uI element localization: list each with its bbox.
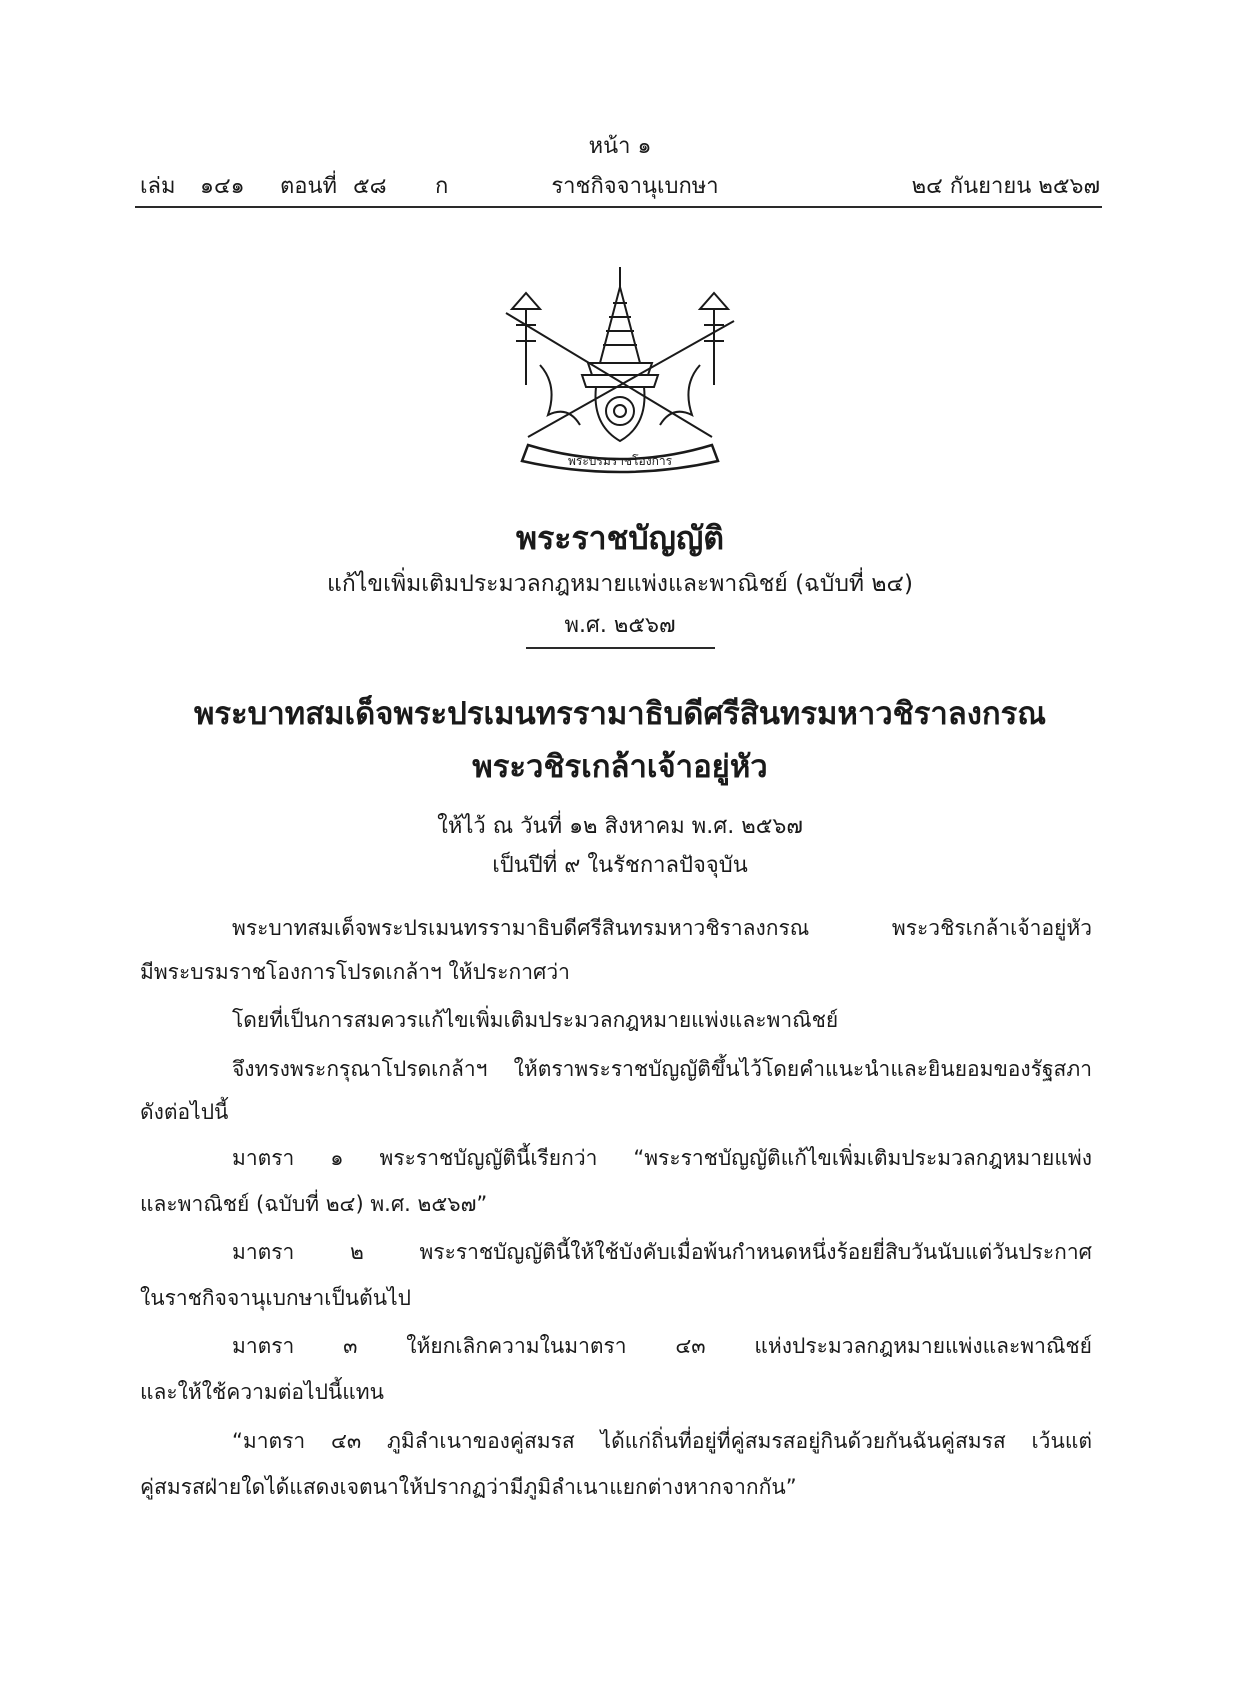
issue-label: ตอนที่ bbox=[280, 174, 338, 199]
body-line: “มาตรา ๔๓ ภูมิลำเนาของคู่สมรส ได้แก่ถิ่นที่อยู่ที่คู่สมรสอยู่กินด้วยกันฉันคู่สมรส เว้นแต่ bbox=[232, 1429, 1092, 1453]
body-line: มาตรา ๑ พระราชบัญญัตินี้เรียกว่า “พระราชบัญญัติแก้ไขเพิ่มเติมประมวลกฎหมายแพ่ง bbox=[232, 1146, 1092, 1170]
body-line: มาตรา ๒ พระราชบัญญัตินี้ให้ใช้บังคับเมื่อพ้นกำหนดหนึ่งร้อยยี่สิบวันนับแต่วันประกาศ bbox=[232, 1240, 1092, 1264]
body-line: พระบาทสมเด็จพระปรเมนทรรามาธิบดีศรีสินทรมหาวชิราลงกรณ พระวชิรเกล้าเจ้าอยู่หัว bbox=[232, 916, 1092, 940]
page-number: หน้า ๑ bbox=[588, 134, 652, 159]
reign-year-line: เป็นปีที่ ๙ ในรัชกาลปัจจุบัน bbox=[492, 853, 748, 878]
given-date-line: ให้ไว้ ณ วันที่ ๑๒ สิงหาคม พ.ศ. ๒๕๖๗ bbox=[437, 814, 803, 839]
king-name-line-2: พระวชิรเกล้าเจ้าอยู่หัว bbox=[472, 749, 768, 785]
section-letter: ก bbox=[435, 174, 449, 199]
emblem-ribbon-text: พระบรมราชโองการ bbox=[567, 454, 673, 468]
document-subtitle: แก้ไขเพิ่มเติมประมวลกฎหมายแพ่งและพาณิชย์ (ฉบับที่ ๒๔) bbox=[327, 571, 913, 597]
royal-seal-emblem-icon bbox=[488, 265, 752, 475]
king-name-line-1: พระบาทสมเด็จพระปรเมนทรรามาธิบดีศรีสินทรมหาวชิราลงกรณ bbox=[193, 696, 1047, 732]
gazette-name: ราชกิจจานุเบกษา bbox=[551, 174, 719, 199]
body-line: คู่สมรสฝ่ายใดได้แสดงเจตนาให้ปรากฏว่ามีภูมิลำเนาแยกต่างหากจากกัน” bbox=[140, 1475, 797, 1499]
document-year: พ.ศ. ๒๕๖๗ bbox=[564, 613, 676, 638]
title-divider bbox=[526, 647, 715, 649]
body-line: มาตรา ๓ ให้ยกเลิกความในมาตรา ๔๓ แห่งประมวลกฎหมายแพ่งและพาณิชย์ bbox=[232, 1334, 1092, 1358]
issue-number: ๕๘ bbox=[353, 174, 387, 199]
volume-number: ๑๔๑ bbox=[200, 174, 245, 199]
header-divider bbox=[135, 206, 1102, 208]
document-title: พระราชบัญญัติ bbox=[516, 519, 724, 557]
volume-label: เล่ม bbox=[140, 174, 176, 199]
body-line: ในราชกิจจานุเบกษาเป็นต้นไป bbox=[140, 1286, 412, 1310]
body-line: และให้ใช้ความต่อไปนี้แทน bbox=[140, 1380, 384, 1404]
body-line: และพาณิชย์ (ฉบับที่ ๒๔) พ.ศ. ๒๕๖๗” bbox=[140, 1192, 488, 1216]
gazette-header bbox=[140, 168, 1100, 202]
publication-date: ๒๔ กันยายน ๒๕๖๗ bbox=[911, 174, 1100, 199]
body-line: โดยที่เป็นการสมควรแก้ไขเพิ่มเติมประมวลกฎหมายแพ่งและพาณิชย์ bbox=[232, 1008, 839, 1032]
body-line: ดังต่อไปนี้ bbox=[140, 1100, 229, 1124]
body-line: จึงทรงพระกรุณาโปรดเกล้าฯ ให้ตราพระราชบัญญัติขึ้นไว้โดยคำแนะนำและยินยอมของรัฐสภา bbox=[232, 1057, 1092, 1081]
body-line: มีพระบรมราชโองการโปรดเกล้าฯ ให้ประกาศว่า bbox=[140, 960, 570, 984]
